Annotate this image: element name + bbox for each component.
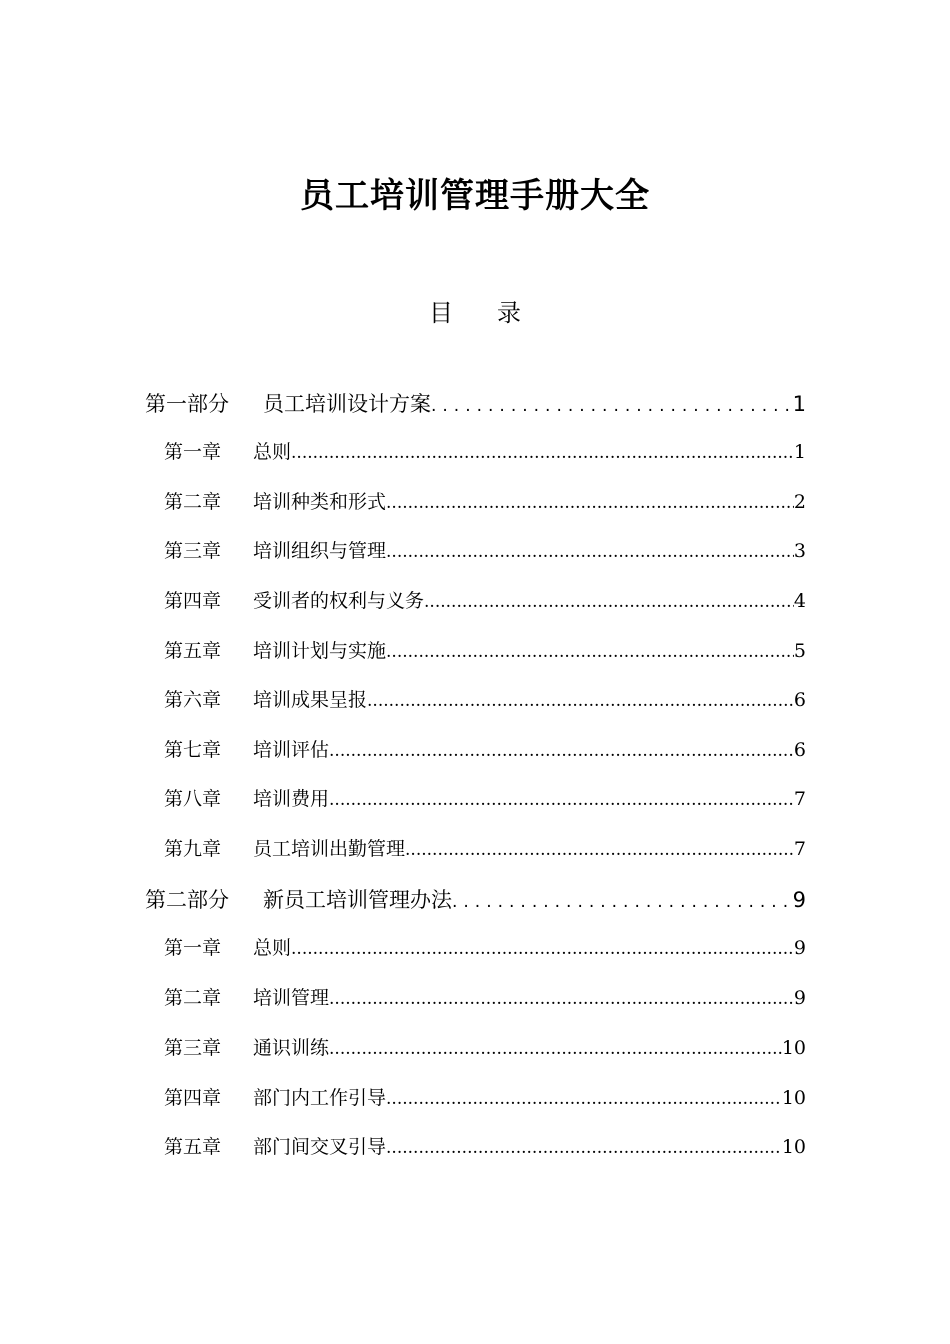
toc-entry-page: 1 — [792, 392, 806, 416]
toc-entry-page: 9 — [792, 888, 806, 912]
toc-entry-title: 培训费用 — [253, 788, 330, 810]
toc-entry-number: 第三章 — [164, 1037, 222, 1059]
toc-entry-chapter[interactable] — [164, 829, 806, 869]
toc-entry-page: 7 — [793, 788, 806, 810]
toc-entry-page: 2 — [793, 491, 806, 513]
toc-entry-page: 10 — [781, 1037, 806, 1059]
toc-entry-page: 3 — [793, 540, 806, 562]
toc-entry-title: 培训成果呈报 — [253, 689, 368, 711]
toc-entry-part-2[interactable] — [145, 880, 806, 920]
toc-entry-number: 第二部分 — [145, 888, 229, 912]
toc-entry-title: 部门内工作引导 — [253, 1087, 387, 1109]
toc-dot-leader — [386, 632, 794, 671]
toc-entry-title: 员工培训设计方案 — [263, 392, 431, 416]
toc-entry-chapter[interactable] — [164, 581, 806, 621]
toc-entry-page: 1 — [793, 441, 806, 463]
toc-entry-page: 9 — [793, 937, 806, 959]
toc-entry-page: 6 — [793, 739, 806, 761]
toc-entry-title: 培训评估 — [253, 739, 330, 761]
toc-dot-leader — [329, 1029, 782, 1068]
toc-entry-title: 通识训练 — [253, 1037, 330, 1059]
toc-entry-page: 7 — [793, 838, 806, 860]
toc-entry-page: 6 — [793, 689, 806, 711]
toc-dot-leader — [431, 386, 793, 424]
document-title: 员工培训管理手册大全 — [300, 176, 650, 216]
toc-entry-chapter[interactable] — [164, 1028, 806, 1068]
toc-entry-number: 第八章 — [164, 788, 222, 810]
toc-dot-leader — [405, 830, 794, 869]
toc-entry-number: 第三章 — [164, 540, 222, 562]
toc-dot-leader — [424, 582, 794, 621]
toc-dot-leader — [386, 1079, 782, 1118]
toc-dot-leader — [386, 483, 794, 522]
toc-entry-chapter[interactable] — [164, 928, 806, 968]
toc-entry-chapter[interactable] — [164, 432, 806, 472]
toc-entry-number: 第四章 — [164, 590, 222, 612]
toc-dot-leader — [367, 681, 794, 720]
toc-entry-number: 第二章 — [164, 987, 222, 1009]
toc-entry-number: 第五章 — [164, 640, 222, 662]
toc-entry-title: 培训组织与管理 — [253, 540, 387, 562]
toc-entry-number: 第一部分 — [145, 392, 229, 416]
toc-entry-title: 总则 — [253, 441, 292, 463]
toc-entry-number: 第二章 — [164, 491, 222, 513]
toc-entry-part-1[interactable] — [145, 384, 806, 424]
toc-entry-page: 10 — [781, 1087, 806, 1109]
toc-entry-page: 9 — [793, 987, 806, 1009]
toc-dot-leader — [291, 929, 794, 968]
toc-entry-number: 第九章 — [164, 838, 222, 860]
toc-entry-number: 第七章 — [164, 739, 222, 761]
toc-entry-chapter[interactable] — [164, 531, 806, 571]
toc-entry-title: 员工培训出勤管理 — [253, 838, 406, 860]
toc-entry-number: 第一章 — [164, 937, 222, 959]
toc-entry-chapter[interactable] — [164, 631, 806, 671]
toc-dot-leader — [452, 882, 793, 920]
toc-entry-title: 培训计划与实施 — [253, 640, 387, 662]
toc-entry-chapter[interactable] — [164, 978, 806, 1018]
toc-dot-leader — [386, 1128, 782, 1167]
toc-entry-title: 总则 — [253, 937, 292, 959]
toc-entry-number: 第一章 — [164, 441, 222, 463]
toc-entry-page: 10 — [781, 1136, 806, 1158]
toc-dot-leader — [329, 979, 794, 1018]
toc-entry-chapter[interactable] — [164, 1127, 806, 1167]
toc-entry-chapter[interactable] — [164, 680, 806, 720]
toc-entry-title: 培训种类和形式 — [253, 491, 387, 513]
toc-entry-chapter[interactable] — [164, 730, 806, 770]
toc-entry-title: 培训管理 — [253, 987, 330, 1009]
toc-entry-chapter[interactable] — [164, 779, 806, 819]
toc-dot-leader — [329, 780, 794, 819]
toc-entry-title: 受训者的权利与义务 — [253, 590, 425, 612]
toc-entry-number: 第五章 — [164, 1136, 222, 1158]
toc-entry-number: 第六章 — [164, 689, 222, 711]
toc-entry-chapter[interactable] — [164, 1078, 806, 1118]
toc-entry-page: 5 — [793, 640, 806, 662]
toc-dot-leader — [329, 731, 794, 770]
toc-heading: 目录 — [429, 299, 565, 327]
toc-entry-number: 第四章 — [164, 1087, 222, 1109]
toc-entry-page: 4 — [793, 590, 806, 612]
toc-entry-title: 部门间交叉引导 — [253, 1136, 387, 1158]
toc-entry-chapter[interactable] — [164, 482, 806, 522]
toc-dot-leader — [291, 433, 794, 472]
toc-dot-leader — [386, 532, 794, 571]
toc-entry-title: 新员工培训管理办法 — [263, 888, 452, 912]
